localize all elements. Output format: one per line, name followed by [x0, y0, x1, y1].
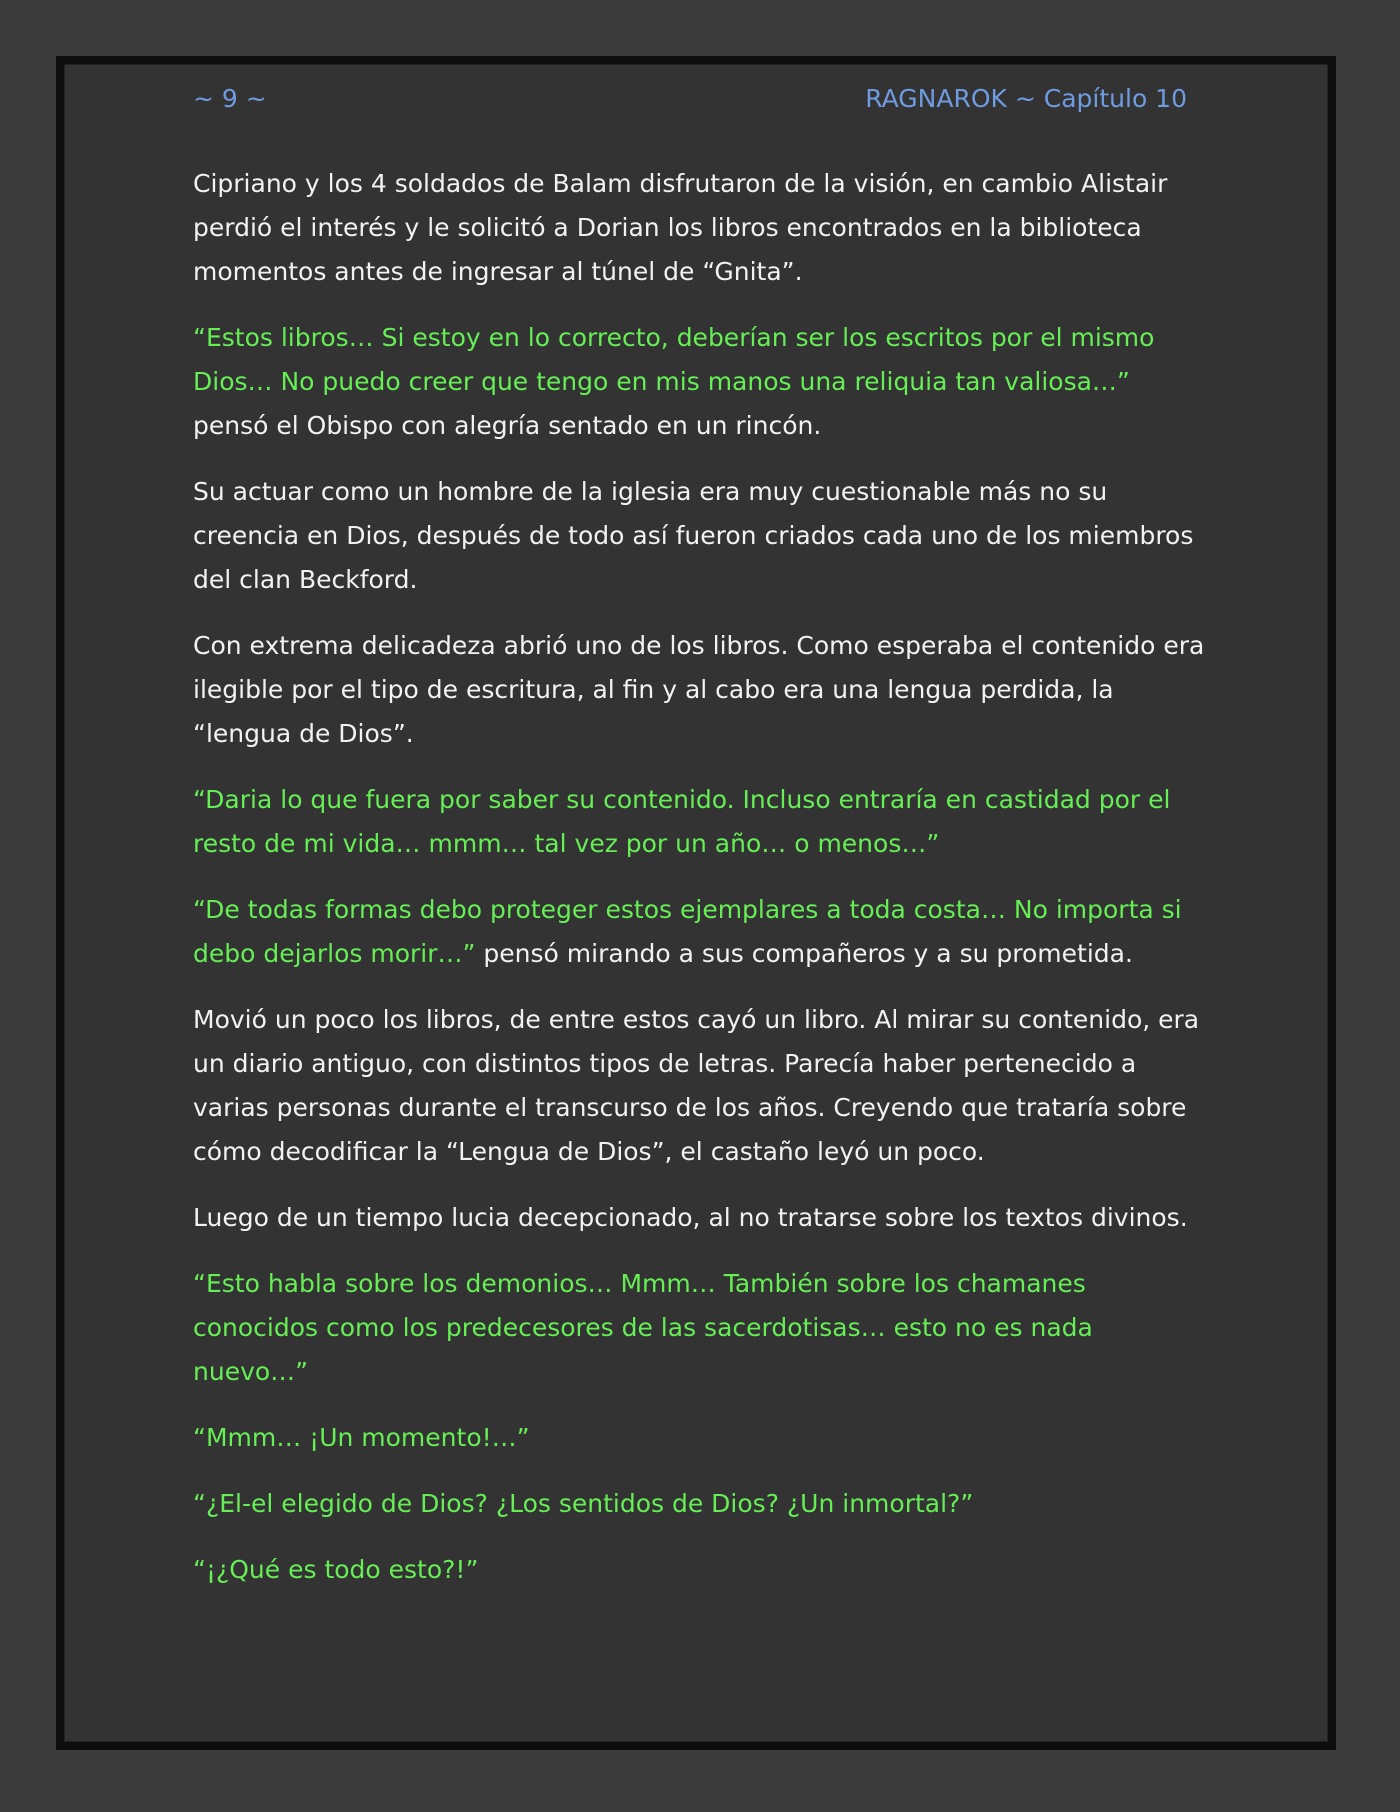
thought-text: “De todas formas debo proteger estos ejemplares a toda costa… No importa si debo dejarlos morir…” — [193, 895, 1182, 968]
paragraph — [193, 1196, 1213, 1240]
thought-text: “Daria lo que fuera por saber su contenido. Incluso entraría en castidad por el resto de mi vida… mmm… tal vez por un año… o menos…” — [193, 785, 1171, 858]
narration-text: Cipriano y los 4 soldados de Balam disfrutaron de la visión, en cambio Alistair perdió el interés y le solicitó a Dorian los libros encontrados en la biblioteca momentos antes de ingresar al túnel de “Gnita”. — [193, 169, 1168, 286]
narration-text: Movió un poco los libros, de entre estos cayó un libro. Al mirar su contenido, era un diario antiguo, con distintos tipos de letras. Parecía haber pertenecido a varias personas durante el transcurso de los años. Creyendo que trataría sobre cómo decodificar la “Lengua de Dios”, el castaño leyó un poco. — [193, 1005, 1200, 1166]
narration-text: pensó mirando a sus compañeros y a su prometida. — [475, 939, 1133, 968]
thought-text: “Mmm… ¡Un momento!…” — [193, 1423, 530, 1452]
narration-text: pensó el Obispo con alegría sentado en un rincón. — [193, 411, 822, 440]
narration-text: Luego de un tiempo lucia decepcionado, al no tratarse sobre los textos divinos. — [193, 1203, 1188, 1232]
paragraph — [193, 1548, 1213, 1592]
thought-text: “Esto habla sobre los demonios… Mmm… También sobre los chamanes conocidos como los predecesores de las sacerdotisas… esto no es nada nuevo…” — [193, 1269, 1093, 1386]
thought-text: “¡¿Qué es todo esto?!” — [193, 1555, 479, 1584]
narration-text: Con extrema delicadeza abrió uno de los libros. Como esperaba el contenido era ilegible por el tipo de escritura, al fin y al cabo era una lengua perdida, la “lengua de Dios”. — [193, 631, 1205, 748]
paragraph — [193, 998, 1213, 1174]
thought-text: “¿El-el elegido de Dios? ¿Los sentidos de Dios? ¿Un inmortal?” — [193, 1489, 974, 1518]
paragraph — [193, 316, 1213, 448]
thought-text: “Estos libros… Si estoy en lo correcto, deberían ser los escritos por el mismo Dios… No puedo creer que tengo en mis manos una reliquia tan valiosa…” — [193, 323, 1155, 396]
narration-text: Su actuar como un hombre de la iglesia era muy cuestionable más no su creencia en Dios, después de todo así fueron criados cada uno de los miembros del clan Beckford. — [193, 477, 1194, 594]
paragraph — [193, 1482, 1213, 1526]
paragraph — [193, 624, 1213, 756]
page-number: ~ 9 ~ — [193, 84, 267, 113]
running-title: RAGNAROK ~ Capítulo 10 — [865, 84, 1187, 113]
paragraph — [193, 162, 1213, 294]
page-header — [193, 84, 1187, 124]
paragraph — [193, 778, 1213, 866]
paragraph — [193, 470, 1213, 602]
paragraph — [193, 1416, 1213, 1460]
paragraph — [193, 888, 1213, 976]
page-body — [193, 162, 1213, 1614]
paragraph — [193, 1262, 1213, 1394]
